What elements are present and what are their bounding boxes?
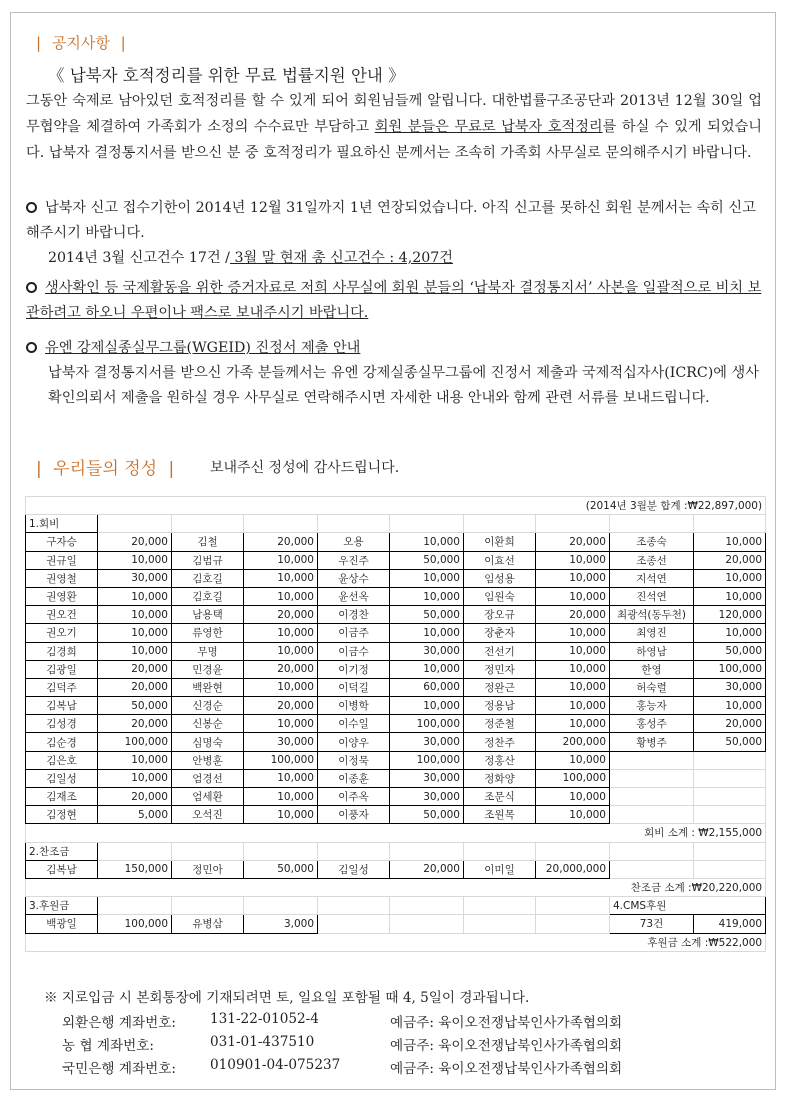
member-name: 최영진 — [610, 624, 694, 642]
sponsor-name: 김일성 — [318, 860, 390, 878]
member-name: 김성경 — [26, 715, 98, 733]
member-amount: 20,000 — [694, 715, 766, 733]
title-bar-left: | — [36, 34, 42, 52]
supporter-amount: 3,000 — [244, 915, 318, 933]
member-row — [26, 769, 766, 787]
bullet-wgeid: 유엔 강제실종실무그룹(WGEID) 진정서 제출 안내 납북자 결정통지서를 받으신 가족 분들께서는 유엔 강제실종실무그룹에 진정서 제출과 국제적십자사(ICRC)에 생사확인의뢰서 제출을 원하실 경우 사무실로 연락해주시면 자세한 내용 안내와 함께 관련 서류를 보내드립니다. — [26, 336, 762, 411]
member-name: 김복남 — [26, 697, 98, 715]
sponsor-amount: 150,000 — [98, 860, 172, 878]
member-amount: 10,000 — [536, 660, 610, 678]
member-amount: 10,000 — [390, 660, 464, 678]
sponsor-amount: 50,000 — [244, 860, 318, 878]
member-amount: 10,000 — [694, 624, 766, 642]
member-name: 이효선 — [464, 551, 536, 569]
member-row — [26, 678, 766, 696]
member-name: 정준철 — [464, 715, 536, 733]
member-amount: 10,000 — [98, 551, 172, 569]
member-name: 김철 — [172, 533, 244, 551]
member-name: 황병주 — [610, 733, 694, 751]
member-name: 이금주 — [318, 624, 390, 642]
member-amount: 30,000 — [390, 788, 464, 806]
member-amount: 10,000 — [536, 788, 610, 806]
member-amount: 10,000 — [536, 551, 610, 569]
member-name: 신경순 — [172, 697, 244, 715]
member-amount: 10,000 — [390, 569, 464, 587]
member-name: 백완현 — [172, 678, 244, 696]
member-amount: 100,000 — [694, 660, 766, 678]
member-amount: 10,000 — [390, 587, 464, 605]
member-amount: 20,000 — [98, 788, 172, 806]
member-amount: 10,000 — [536, 642, 610, 660]
member-amount: 30,000 — [390, 733, 464, 751]
member-name: 김범규 — [172, 551, 244, 569]
bullet-circle-icon — [26, 282, 37, 293]
member-amount: 10,000 — [390, 697, 464, 715]
member-name: 임성용 — [464, 569, 536, 587]
member-row — [26, 642, 766, 660]
member-row — [26, 624, 766, 642]
member-name: 윤상수 — [318, 569, 390, 587]
member-amount: 10,000 — [536, 587, 610, 605]
member-amount: 10,000 — [390, 624, 464, 642]
member-name: 안병훈 — [172, 751, 244, 769]
account-number: 010901-04-075237 — [210, 1057, 341, 1073]
member-name: 전선기 — [464, 642, 536, 660]
member-row — [26, 715, 766, 733]
bullet-report-deadline: 납북자 신고 접수기한이 2014년 12월 31일까지 1년 연장되었습니다. 아직 신고를 못하신 회원 분께서는 속히 신고해주시기 바랍니다. 2014년 3월 신고건수 17건 / 3월 말 현재 총 신고건수 : 4,207건 — [26, 196, 762, 271]
donation-table — [25, 496, 766, 952]
account-holder: 예금주: 육이오전쟁납북인사가족협의회 — [390, 1038, 623, 1054]
member-name: 김일성 — [26, 769, 98, 787]
member-name: 조문식 — [464, 788, 536, 806]
sponsor-subtotal: 찬조금 소계 :₩20,220,000 — [26, 878, 766, 896]
member-name: 신봉순 — [172, 715, 244, 733]
member-amount: 100,000 — [98, 733, 172, 751]
account-bank: 외환은행 계좌번호: — [62, 1015, 176, 1031]
member-name: 이병학 — [318, 697, 390, 715]
donation-subtitle: 보내주신 정성에 감사드립니다. — [210, 460, 400, 476]
giro-note: ※ 지로입금 시 본회통장에 기재되려면 토, 일요일 포함될 때 4, 5일이 경과됩니다. — [44, 990, 530, 1006]
member-name: 이풍자 — [318, 806, 390, 824]
member-amount: 10,000 — [244, 715, 318, 733]
section-label-sponsor: 2.찬조금 — [26, 842, 98, 860]
member-name: 임원숙 — [464, 587, 536, 605]
member-row — [26, 697, 766, 715]
member-amount: 20,000 — [98, 533, 172, 551]
member-amount: 10,000 — [536, 751, 610, 769]
member-row — [26, 806, 766, 824]
sponsor-amount: 20,000 — [390, 860, 464, 878]
member-amount: 20,000 — [98, 715, 172, 733]
support-subtotal: 후원금 소계 :₩522,000 — [26, 933, 766, 951]
title-bar-right: | — [120, 34, 126, 52]
member-name: 김덕주 — [26, 678, 98, 696]
member-amount — [694, 769, 766, 787]
member-name: 진석연 — [610, 587, 694, 605]
member-amount: 20,000 — [244, 660, 318, 678]
member-amount: 10,000 — [694, 697, 766, 715]
member-amount: 10,000 — [694, 533, 766, 551]
bullet-certificate-copy: 생사확인 등 국제활동을 위한 증거자료로 저희 사무실에 회원 분들의 ‘납북자 결정통지서’ 사본을 일괄적으로 비치 보관하려고 하오니 우편이나 팩스로 보내주시기 바랍니다. — [26, 280, 762, 321]
member-amount: 120,000 — [694, 606, 766, 624]
member-name: 이덕길 — [318, 678, 390, 696]
member-name — [610, 751, 694, 769]
member-amount: 20,000 — [98, 660, 172, 678]
member-name: 엄경선 — [172, 769, 244, 787]
member-amount: 10,000 — [98, 751, 172, 769]
member-amount: 10,000 — [244, 642, 318, 660]
member-name: 김광일 — [26, 660, 98, 678]
notice-paragraph: 그동안 숙제로 남아있던 호적정리를 할 수 있게 되어 회원님들께 알립니다. 대한법률구조공단과 2013년 12월 30일 업무협약을 체결하여 가족회가 소정의 수수료만 부담하고 회원 분들은 무료로 납북자 호적정리를 하실 수 있게 되었습니다. 납북자 결정통지서를 받으신 분 중 호적정리가 필요하신 분께서는 조속히 가족회 사무실로 문의해주시기 바랍니다. — [26, 93, 763, 161]
member-name: 김재조 — [26, 788, 98, 806]
account-holder: 예금주: 육이오전쟁납북인사가족협의회 — [390, 1061, 623, 1077]
member-name: 오용 — [318, 533, 390, 551]
member-name: 허숙렬 — [610, 678, 694, 696]
member-amount: 10,000 — [244, 769, 318, 787]
member-amount: 100,000 — [390, 715, 464, 733]
sponsor-row — [26, 860, 766, 878]
member-row — [26, 788, 766, 806]
member-name: 하영남 — [610, 642, 694, 660]
member-name: 권오건 — [26, 606, 98, 624]
cms-count: 73건 — [610, 915, 694, 933]
member-amount — [694, 751, 766, 769]
member-name: 권오기 — [26, 624, 98, 642]
member-amount: 20,000 — [536, 533, 610, 551]
member-name: 김순경 — [26, 733, 98, 751]
member-amount: 100,000 — [244, 751, 318, 769]
grand-total: (2014년 3월분 합계 :₩22,897,000) — [26, 497, 766, 515]
member-name: 최광석(동두천) — [610, 606, 694, 624]
account-number: 031-01-437510 — [210, 1034, 315, 1050]
member-amount: 60,000 — [390, 678, 464, 696]
account-holder: 예금주: 육이오전쟁납북인사가족협의회 — [390, 1015, 623, 1031]
member-amount: 200,000 — [536, 733, 610, 751]
member-name: 이환희 — [464, 533, 536, 551]
member-name: 이수일 — [318, 715, 390, 733]
member-name: 이금수 — [318, 642, 390, 660]
sponsor-name: 이미일 — [464, 860, 536, 878]
member-amount: 10,000 — [536, 806, 610, 824]
member-name: 무명 — [172, 642, 244, 660]
member-name: 김경희 — [26, 642, 98, 660]
member-name: 윤선옥 — [318, 587, 390, 605]
member-name: 구자승 — [26, 533, 98, 551]
member-amount: 20,000 — [694, 551, 766, 569]
member-name: 권영환 — [26, 587, 98, 605]
member-row — [26, 533, 766, 551]
member-name: 권영철 — [26, 569, 98, 587]
member-amount: 10,000 — [98, 587, 172, 605]
notice-title-text: 공지사항 — [51, 34, 110, 52]
member-row — [26, 733, 766, 751]
member-amount: 30,000 — [390, 769, 464, 787]
member-name: 정용남 — [464, 697, 536, 715]
member-amount: 10,000 — [694, 587, 766, 605]
member-name: 김호길 — [172, 569, 244, 587]
member-name: 민경윤 — [172, 660, 244, 678]
member-amount: 10,000 — [98, 642, 172, 660]
donation-title-text: 우리들의 정성 — [53, 459, 158, 479]
member-amount: 10,000 — [536, 624, 610, 642]
member-amount: 10,000 — [244, 806, 318, 824]
supporter-name: 유병삼 — [172, 915, 244, 933]
member-amount: 50,000 — [694, 733, 766, 751]
member-amount: 5,000 — [98, 806, 172, 824]
member-row — [26, 751, 766, 769]
member-amount: 100,000 — [390, 751, 464, 769]
member-amount: 10,000 — [244, 788, 318, 806]
member-name — [610, 788, 694, 806]
member-amount: 10,000 — [244, 678, 318, 696]
member-name: 정화양 — [464, 769, 536, 787]
member-amount: 10,000 — [694, 569, 766, 587]
member-name: 조원목 — [464, 806, 536, 824]
bullet-circle-icon — [26, 202, 37, 213]
member-name: 조종숙 — [610, 533, 694, 551]
member-name: 조종선 — [610, 551, 694, 569]
member-amount: 10,000 — [98, 624, 172, 642]
member-amount: 20,000 — [244, 606, 318, 624]
report-stats: 2014년 3월 신고건수 17건 / 3월 말 현재 총 신고건수 : 4,207건 — [48, 250, 453, 266]
member-amount: 30,000 — [244, 733, 318, 751]
member-amount: 10,000 — [536, 697, 610, 715]
member-amount: 50,000 — [694, 642, 766, 660]
member-amount: 50,000 — [390, 806, 464, 824]
member-amount: 10,000 — [536, 678, 610, 696]
sponsor-name: 김복남 — [26, 860, 98, 878]
member-name: 이양우 — [318, 733, 390, 751]
member-name — [610, 769, 694, 787]
member-amount: 10,000 — [244, 569, 318, 587]
member-name: 한영 — [610, 660, 694, 678]
member-name: 장오규 — [464, 606, 536, 624]
member-name: 이경찬 — [318, 606, 390, 624]
member-name: 이기정 — [318, 660, 390, 678]
member-row — [26, 569, 766, 587]
section-label-cms: 4.CMS후원 — [610, 897, 766, 915]
member-name: 홍능자 — [610, 697, 694, 715]
member-name: 류영한 — [172, 624, 244, 642]
member-name: 남용택 — [172, 606, 244, 624]
member-amount: 10,000 — [244, 624, 318, 642]
member-amount: 10,000 — [244, 587, 318, 605]
member-name: 김은호 — [26, 751, 98, 769]
member-name: 이주옥 — [318, 788, 390, 806]
member-name: 김호길 — [172, 587, 244, 605]
member-name: 엄세환 — [172, 788, 244, 806]
account-number: 131-22-01052-4 — [210, 1011, 319, 1027]
member-name: 오석진 — [172, 806, 244, 824]
member-name: 정찬주 — [464, 733, 536, 751]
member-amount: 50,000 — [390, 551, 464, 569]
member-amount — [694, 806, 766, 824]
member-amount: 10,000 — [390, 533, 464, 551]
section-label-support: 3.후원금 — [26, 897, 98, 915]
member-amount: 100,000 — [536, 769, 610, 787]
member-amount: 10,000 — [244, 551, 318, 569]
account-bank: 국민은행 계좌번호: — [62, 1061, 176, 1077]
supporter-name: 백광일 — [26, 915, 98, 933]
member-name: 장춘자 — [464, 624, 536, 642]
member-row — [26, 660, 766, 678]
member-name: 심명숙 — [172, 733, 244, 751]
member-name: 우진주 — [318, 551, 390, 569]
notice-heading: 《 납북자 호적정리를 위한 무료 법률지원 안내 》 — [48, 66, 405, 85]
member-name: 이종훈 — [318, 769, 390, 787]
member-row — [26, 551, 766, 569]
member-amount: 20,000 — [244, 533, 318, 551]
member-amount: 30,000 — [390, 642, 464, 660]
supporter-amount: 100,000 — [98, 915, 172, 933]
donation-section-title: | 우리들의 정성 | — [36, 459, 175, 479]
member-name: 권규일 — [26, 551, 98, 569]
member-amount: 10,000 — [98, 606, 172, 624]
member-name: 지석연 — [610, 569, 694, 587]
section-label-dues: 1.회비 — [26, 515, 98, 533]
member-amount: 10,000 — [536, 715, 610, 733]
sponsor-amount: 20,000,000 — [536, 860, 610, 878]
member-amount: 30,000 — [694, 678, 766, 696]
notice-section-title — [36, 32, 126, 53]
supporter-row — [26, 915, 766, 933]
member-name: 이정묵 — [318, 751, 390, 769]
member-name: 정홍산 — [464, 751, 536, 769]
member-amount: 10,000 — [98, 769, 172, 787]
member-name: 정완근 — [464, 678, 536, 696]
cms-amount: 419,000 — [694, 915, 766, 933]
member-amount: 10,000 — [536, 569, 610, 587]
member-row — [26, 606, 766, 624]
member-name: 정민자 — [464, 660, 536, 678]
member-amount: 20,000 — [98, 678, 172, 696]
member-amount: 20,000 — [536, 606, 610, 624]
dues-subtotal: 회비 소계 : ₩2,155,000 — [26, 824, 766, 842]
member-name: 홍성주 — [610, 715, 694, 733]
bullet-circle-icon — [26, 342, 37, 353]
member-name: 김정현 — [26, 806, 98, 824]
member-amount — [694, 788, 766, 806]
member-amount: 20,000 — [244, 697, 318, 715]
member-amount: 50,000 — [98, 697, 172, 715]
member-name — [610, 806, 694, 824]
account-bank: 농 협 계좌번호: — [62, 1038, 155, 1054]
member-row — [26, 587, 766, 605]
sponsor-name: 정민아 — [172, 860, 244, 878]
member-amount: 30,000 — [98, 569, 172, 587]
member-amount: 50,000 — [390, 606, 464, 624]
